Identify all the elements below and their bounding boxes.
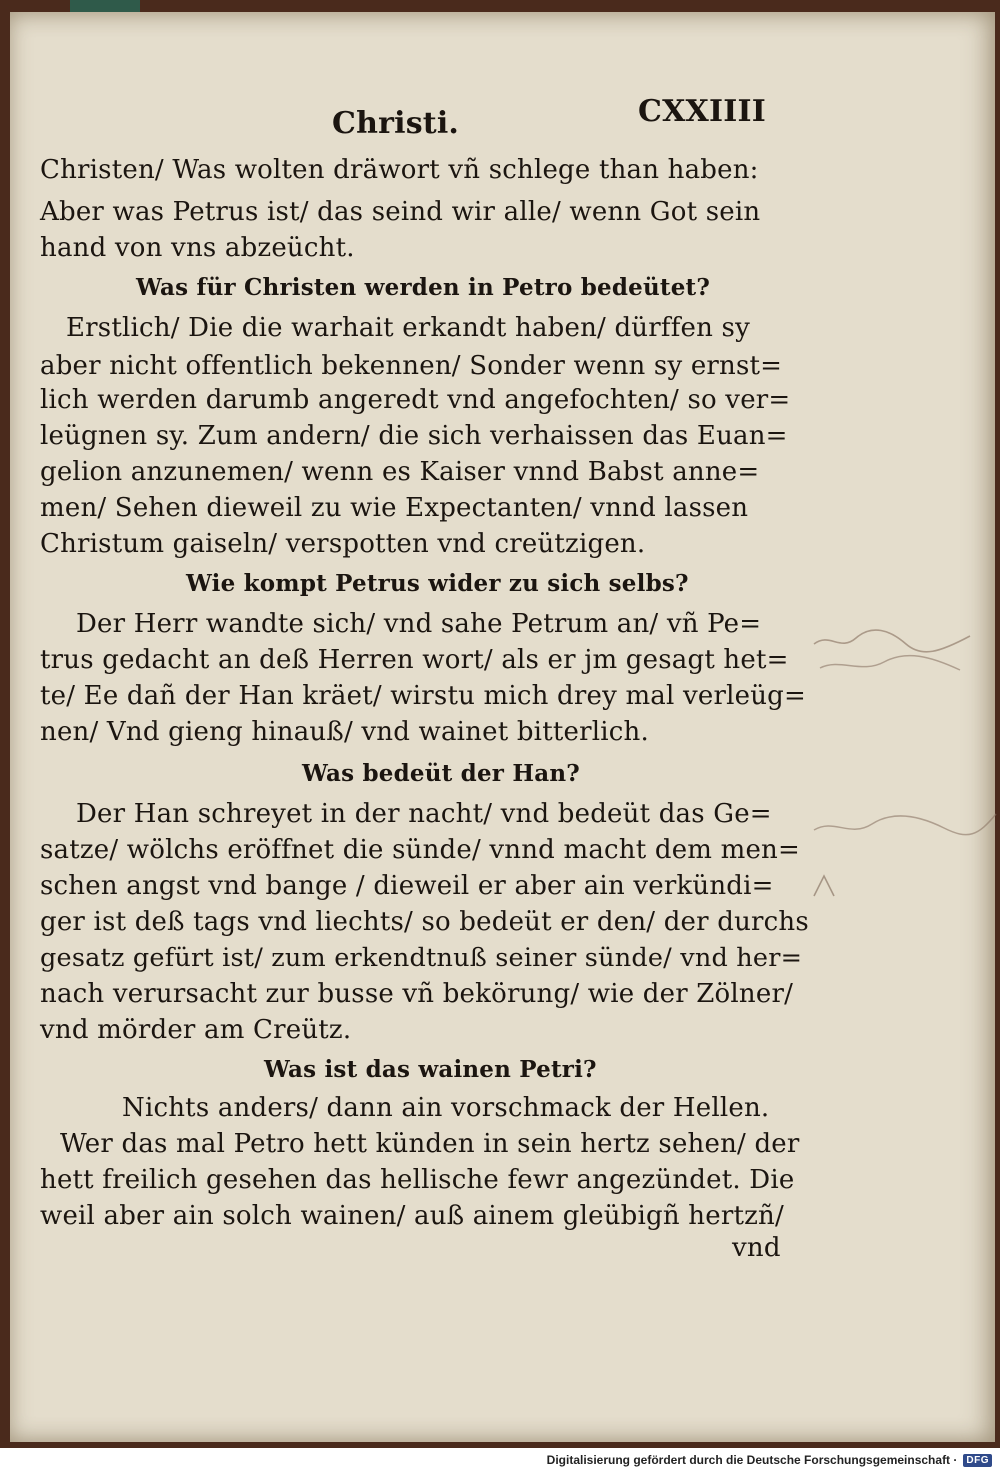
text-line: weil aber ain solch wainen/ auß ainem gleübigñ hertzñ/ [40, 1201, 784, 1231]
text-line: nen/ Vnd gieng hinauß/ vnd wainet bitterlich. [40, 717, 649, 747]
text-line: te/ Ee dañ der Han kräet/ wirstu mich drey mal verleüg= [40, 681, 806, 711]
text-line: Aber was Petrus ist/ das seind wir alle/ wenn Got sein [40, 197, 761, 227]
text-line: aber nicht offentlich bekennen/ Sonder wenn sy ernst= [40, 351, 783, 381]
text-line: gesatz gefürt ist/ zum erkendtnuß seiner sünde/ vnd her= [40, 943, 803, 973]
text-line: Christen/ Was wolten dräwort vñ schlege than haben: [40, 155, 759, 185]
text-line: satze/ wölchs eröffnet die sünde/ vnnd macht dem men= [40, 835, 800, 865]
text-line: Wer das mal Petro hett künden in sein hertz sehen/ der [60, 1129, 800, 1159]
marginal-handwriting-mark [810, 622, 980, 682]
text-line: leügnen sy. Zum andern/ die sich verhaissen das Euan= [40, 421, 788, 451]
text-line: ger ist deß tags vnd liechts/ so bedeüt er den/ der durchs [40, 907, 809, 937]
marginal-handwriting-mark [810, 802, 1000, 862]
digitization-credit [547, 1452, 992, 1468]
credit-text: Digitalisierung gefördert durch die Deutsche Forschungsgemeinschaft · [546, 1453, 958, 1467]
text-line: schen angst vnd bange / dieweil er aber ain verkündi= [40, 871, 774, 901]
text-line: Nichts anders/ dann ain vorschmack der Hellen. [122, 1093, 770, 1123]
text-line: hand von vns abzeücht. [40, 233, 355, 263]
folio-number: CXXIIII [638, 94, 766, 129]
marginal-caret-mark [810, 870, 840, 900]
text-line: hett freilich gesehen das hellische fewr angezündet. Die [40, 1165, 795, 1195]
text-line: trus gedacht an deß Herren wort/ als er jm gesagt het= [40, 645, 789, 675]
section-heading: Was für Christen werden in Petro bedeütet? [136, 274, 711, 301]
text-line: Der Herr wandte sich/ vnd sahe Petrum an/ vñ Pe= [76, 609, 762, 639]
text-line: Erstlich/ Die die warhait erkandt haben/ dürffen sy [66, 313, 750, 343]
catchword: vnd [732, 1233, 781, 1263]
text-line: men/ Sehen dieweil zu wie Expectanten/ vnnd lassen [40, 493, 749, 523]
text-line: gelion anzunemen/ wenn es Kaiser vnnd Babst anne= [40, 457, 760, 487]
text-line: nach verursacht zur busse vñ bekörung/ wie der Zölner/ [40, 979, 794, 1009]
dfg-logo: DFG [963, 1454, 992, 1467]
book-page [10, 12, 995, 1442]
section-heading: Was ist das wainen Petri? [264, 1056, 597, 1083]
text-line: vnd mörder am Creütz. [40, 1015, 352, 1045]
text-line: lich werden darumb angeredt vnd angefochten/ so ver= [40, 385, 791, 415]
running-head-left: Christi. [332, 106, 460, 141]
section-heading: Wie kompt Petrus wider zu sich selbs? [186, 570, 689, 597]
text-line: Christum gaiseln/ verspotten vnd creützigen. [40, 529, 646, 559]
section-heading: Was bedeüt der Han? [302, 760, 580, 787]
text-line: Der Han schreyet in der nacht/ vnd bedeüt das Ge= [76, 799, 772, 829]
